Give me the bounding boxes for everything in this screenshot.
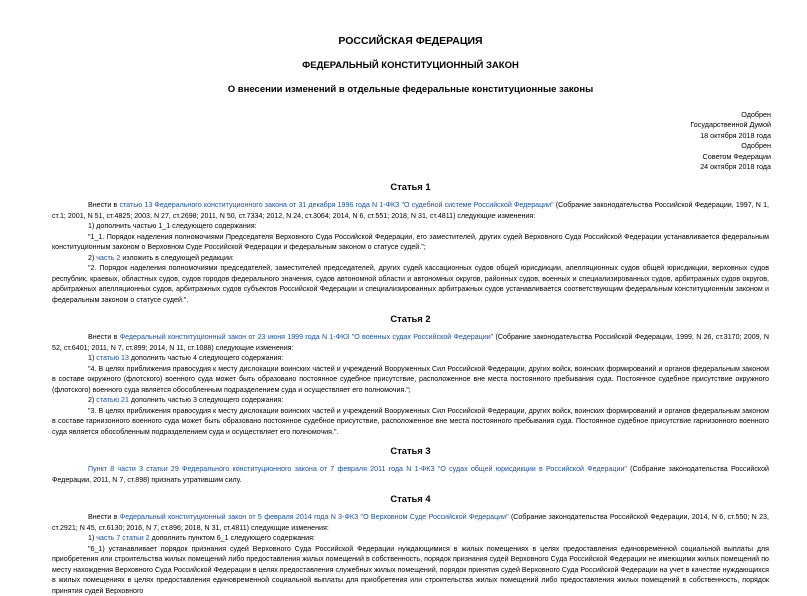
article-3-heading: Статья 3 [390,445,431,457]
text: дополнить пунктом 6_1 следующего содержания: [149,534,315,543]
approval-block [52,110,771,174]
text: (Собрание законодательства Российской Федерации, 1999, N 26, ст.3170; 2009, N 52, ст.6401; 2011, N 7, ст.899; 2014, N 11, ст.1088) следующие изменения: [52,333,769,352]
text: дополнить частью 3 следующего содержания: [128,396,284,405]
article-link[interactable]: статью 21 [96,396,129,405]
law-link[interactable]: статью 13 Федерального конституционного закона от 31 декабря 1996 года N 1-ФКЗ "О судебной системе Российской Федерации" [119,201,554,210]
text: Внести в [88,513,120,522]
article-2-quote-1: "4. В целях приближения правосудия к месту дислокации воинских частей и учреждений Вооруженных Сил Российской Федерации, других войск, воинских формирований и органов федеральным законом в составе окружного (флотского) военного суда может быть образовано постоянное судебное присутствие, расположенное вне места постоянного пребывания суда. Постоянное судебное присутствие окружного (флотского) военного суда является обособленным подразделением суда и осуществляет его полномочия."; [52,364,769,394]
law-type-heading: ФЕДЕРАЛЬНЫЙ КОНСТИТУЦИОННЫЙ ЗАКОН [302,59,519,71]
law-link[interactable]: Пункт 8 части 3 статьи 29 Федерального конституционного закона от 7 февраля 2011 года N 1-ФКЗ "О судах общей юрисдикции в Российской Федерации" [88,465,627,474]
text: 1) [88,534,97,543]
approval-line: Советом Федерации [702,151,771,161]
article-1-quote-1: "1_1. Порядок наделения полномочиями Председателя Верховного Суда Российской Федерации, его заместителей, других судей Верховного Суда Российской Федерации устанавливается федеральным конституционным законом о Верховном Суде Российской Федерации и федеральным законом о статусе судей."; [52,232,769,252]
law-link[interactable]: Федеральный конституционный закон от 5 февраля 2014 года N 3-ФКЗ "О Верховном Суде Российской Федерации" [119,513,509,522]
article-1-heading: Статья 1 [390,181,431,193]
text: (Собрание законодательства Российской Федерации, 2014, N 6, ст.550; N 23, ст.2921; N 45, ст.6130; 2016, N 7, ст.896; 2018, N 31, ст.4811) следующие изменения: [52,513,769,532]
approval-line: Одобрен [741,141,771,151]
article-2-heading: Статья 2 [390,313,431,325]
part-link[interactable]: часть 2 [96,253,121,262]
approval-line: 24 октября 2018 года [700,162,771,172]
approval-line: Одобрен [741,109,771,119]
article-3-text [52,464,769,485]
country-heading: РОССИЙСКАЯ ФЕДЕРАЦИЯ [338,35,483,47]
article-2-item-1 [52,353,769,364]
text: Внести в [88,333,120,342]
text: изложить в следующей редакции: [120,253,234,262]
approval-line: 18 октября 2018 года [700,130,771,140]
text: дополнить частью 4 следующего содержания: [128,354,284,363]
article-2-item-2 [52,395,769,406]
article-2-intro [52,332,769,353]
law-link[interactable]: Федеральный конституционный закон от 23 июня 1999 года N 1-ФКЗ "О военных судах Российской Федерации" [119,333,494,342]
article-1-intro [52,200,769,221]
text: Внести в [88,201,120,210]
part-link[interactable]: часть 7 статьи 2 [96,534,150,543]
article-4-intro [52,512,769,533]
text: 2) [88,396,97,405]
article-1-item-2 [52,253,769,264]
text: 2) [88,253,97,262]
article-2-quote-2: "3. В целях приближения правосудия к месту дислокации воинских частей и учреждений Вооруженных Сил Российской Федерации, других войск, воинских формирований и органов федеральным законом в составе гарнизонного военного суда может быть образовано постоянное судебное присутствие, расположенное вне места постоянного пребывания суда. Постоянное судебное присутствие гарнизонного военного суда является обособленным подразделением суда и осуществляет его полномочия.". [52,406,769,436]
article-1-item-1: 1) дополнить частью 1_1 следующего содержания: [88,222,257,231]
article-4-quote-1: "6_1) устанавливает порядок признания судей Верховного Суда Российской Федерации нуждающимися в жилых помещениях в целях предоставления единовременной социальной выплаты для приобретения или строительства жилых помещений либо предоставления жилых помещений в собственность, порядок признания судей Верховного Суда Российской Федерации не имеющими жилых помещений по месту нахождения Верховного Суда Российской Федерации в целях предоставления служебных жилых помещений, порядок принятия судей Верховного Суда Российской Федерации на учет в качестве нуждающихся в жилых помещениях в целях предоставления единовременной социальной выплаты для приобретения или строительства жилых помещений либо предоставления жилых помещений в собственность, порядок принятия судей Верховного [52,544,769,595]
article-link[interactable]: статью 13 [96,354,129,363]
article-4-heading: Статья 4 [390,493,431,505]
text: (Собрание законодательства Российской Федерации, 2011, N 7, ст.898) признать утратившим силу. [52,465,770,484]
article-1-quote-2: "2. Порядок наделения полномочиями председателей, заместителей председателей, других судей кассационных судов общей юрисдикции, апелляционных судов общей юрисдикции, верховных судов республик, краевых, областных судов, судов городов федерального значения, судов автономной области и автономных округов, районных судов, военных и специализированных судов, арбитражных судов округов, арбитражных апелляционных судов, арбитражных судов субъектов Российской Федерации и специализированных арбитражных судов устанавливается соответствующим федеральным конституционным законом и федеральным законом о статусе судей.". [52,264,769,304]
article-4-item-1 [52,533,769,544]
law-title: О внесении изменений в отдельные федеральные конституционные законы [227,84,594,95]
text: (Собрание законодательства Российской Федерации, 1997, N 1, ст.1; 2001, N 51, ст.4825; 2003, N 27, ст.2698; 2011, N 50, ст.7334; 2012, N 24, ст.3064; 2014, N 6, ст.551; 2018, N 31, ст.4811) следующие изменения: [52,201,769,220]
text: 1) [88,354,97,363]
approval-line: Государственной Думой [690,120,771,130]
